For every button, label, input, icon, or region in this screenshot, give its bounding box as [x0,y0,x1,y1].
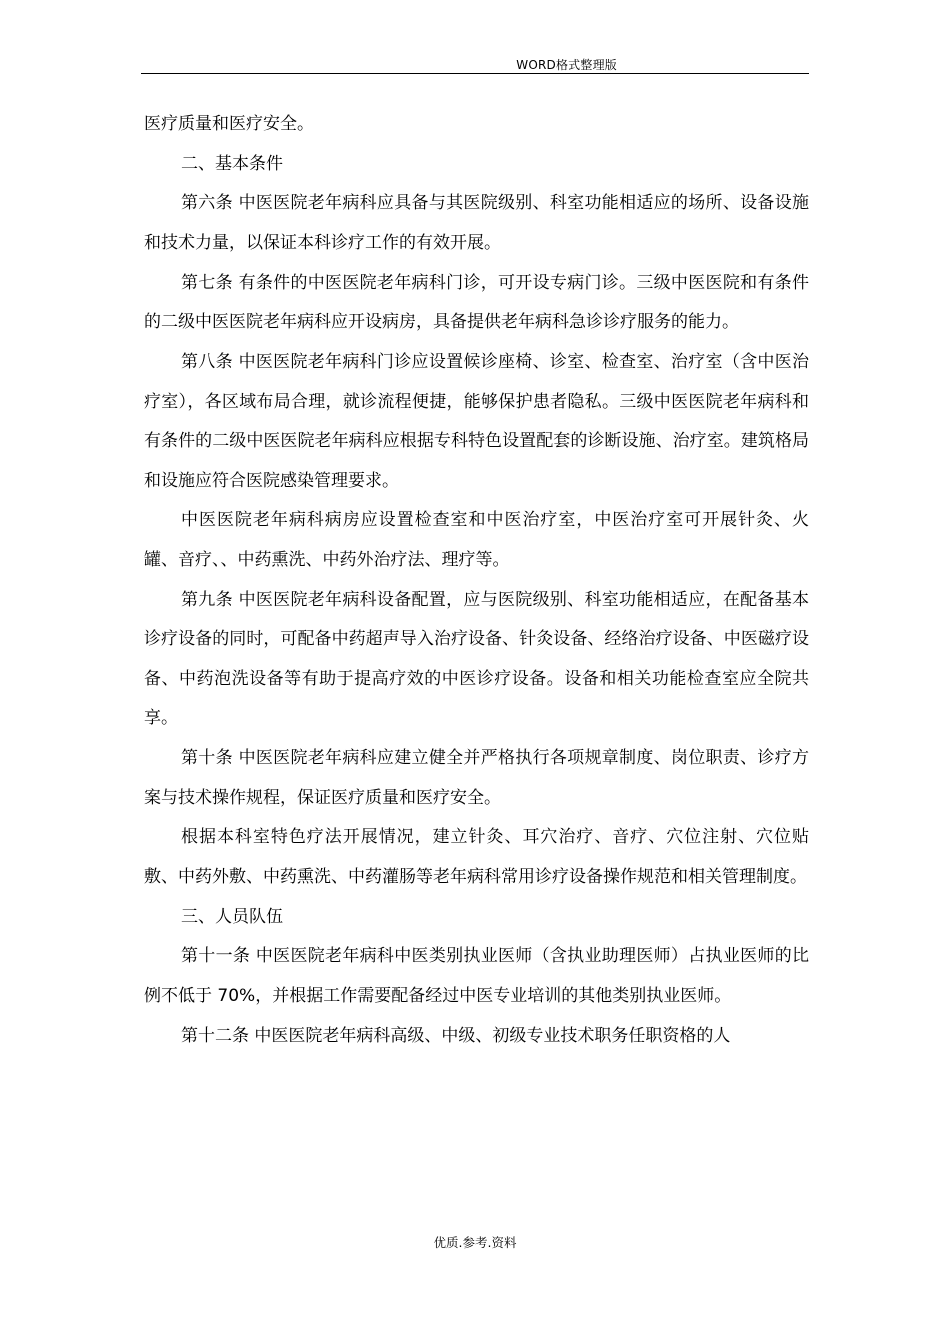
page-footer: 优质.参考.资料 [433,1235,517,1250]
article-12: 第十二条 中医医院老年病科高级、中级、初级专业技术职务任职资格的人 [181,1025,731,1046]
article-7: 第七条 有条件的中医医院老年病科门诊，可开设专病门诊。三级中医医院和有条件的二级中医医院老年病科应开设病房，具备提供老年病科急诊诊疗服务的能力。 [144,272,809,333]
header-title: WORD格式整理版 [516,58,617,72]
document-body [144,105,809,1056]
page-header [141,52,809,74]
article-10-therapy: 根据本科室特色疗法开展情况，建立针灸、耳穴治疗、音疗、穴位注射、穴位贴敷、中药外敷、中药熏洗、中药灌肠等老年病科常用诊疗设备操作规范和相关管理制度。 [144,827,809,888]
article-8-ward: 中医医院老年病科病房应设置检查室和中医治疗室，中医治疗室可开展针灸、火罐、音疗、、中药熏洗、中药外治疗法、理疗等。 [144,510,809,570]
paragraph-continuation: 医疗质量和医疗安全。 [144,114,314,134]
article-8: 第八条 中医医院老年病科门诊应设置候诊座椅、诊室、检查室、治疗室（含中医治疗室），各区域布局合理，就诊流程便捷，能够保护患者隐私。三级中医医院老年病科和有条件的二级中医医院老年病科应根据专科特色设置配套的诊断设施、治疗室。建筑格局和设施应符合医院感染管理要求。 [144,351,809,491]
article-6: 第六条 中医医院老年病科应具备与其医院级别、科室功能相适应的场所、设备设施和技术力量，以保证本科诊疗工作的有效开展。 [144,193,809,253]
section-heading-basic-conditions: 二、基本条件 [181,153,283,174]
article-10: 第十条 中医医院老年病科应建立健全并严格执行各项规章制度、岗位职责、诊疗方案与技术操作规程，保证医疗质量和医疗安全。 [144,748,809,808]
section-heading-staff: 三、人员队伍 [181,906,283,927]
article-9: 第九条 中医医院老年病科设备配置，应与医院级别、科室功能相适应，在配备基本诊疗设备的同时，可配备中药超声导入治疗设备、针灸设备、经络治疗设备、中医磁疗设备、中药泡洗设备等有助于提高疗效的中医诊疗设备。设备和相关功能检查室应全院共享。 [144,589,809,729]
header-rule [141,73,809,74]
article-11: 第十一条 中医医院老年病科中医类别执业医师（含执业助理医师）占执业医师的比例不低于 70%，并根据工作需要配备经过中医专业培训的其他类别执业医师。 [144,946,809,1006]
